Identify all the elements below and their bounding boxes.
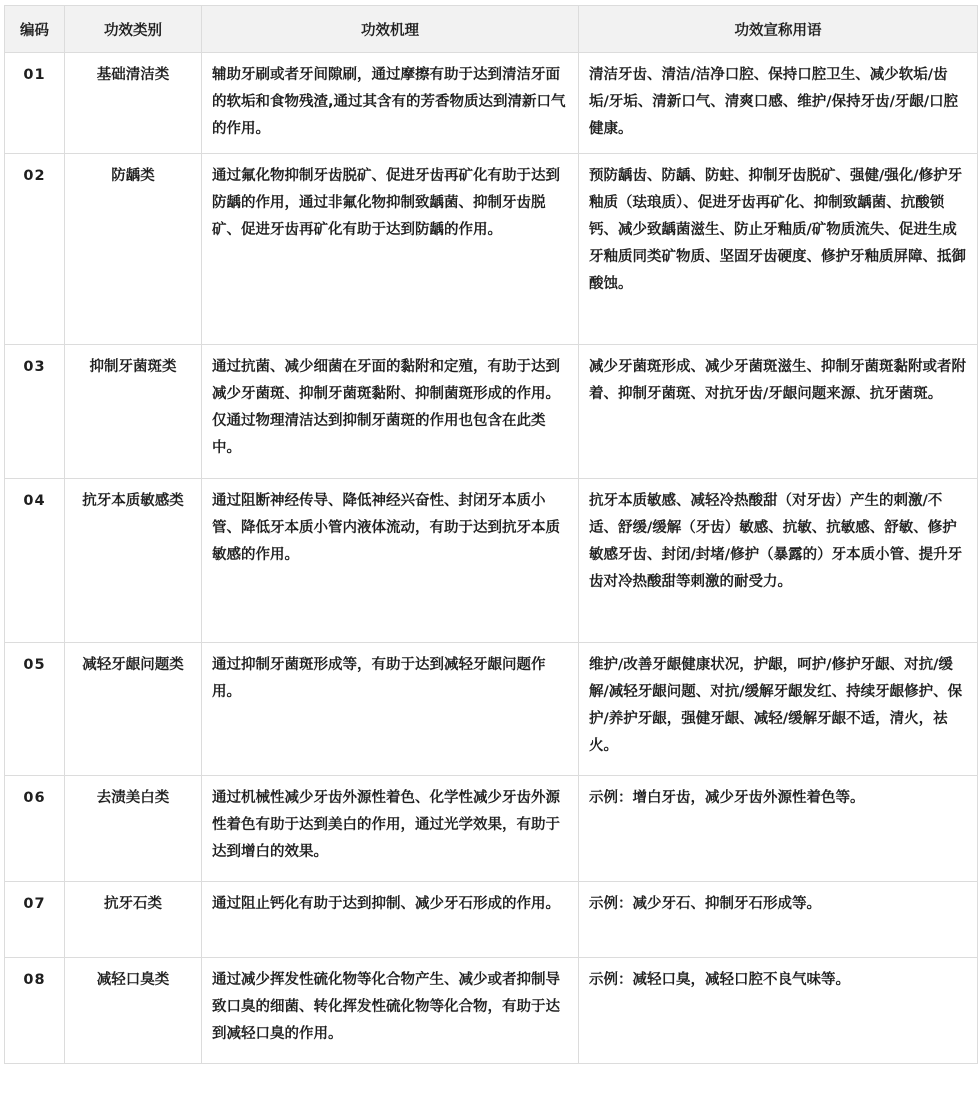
- table-row: [5, 154, 978, 345]
- header-mechanism: 功效机理: [202, 6, 579, 53]
- cell-code: 03: [5, 345, 65, 479]
- table-row: [5, 53, 978, 154]
- cell-category: 防龋类: [65, 154, 202, 345]
- table-row: [5, 882, 978, 958]
- cell-code: 08: [5, 958, 65, 1064]
- table-row: [5, 345, 978, 479]
- cell-claims: 示例：增白牙齿，减少牙齿外源性着色等。: [579, 776, 978, 882]
- cell-claims: 减少牙菌斑形成、减少牙菌斑滋生、抑制牙菌斑黏附或者附着、抑制牙菌斑、对抗牙齿/牙龈问题来源、抗牙菌斑。: [579, 345, 978, 479]
- cell-code: 06: [5, 776, 65, 882]
- efficacy-table: [4, 5, 978, 1064]
- cell-category: 抗牙本质敏感类: [65, 479, 202, 643]
- header-claims: 功效宣称用语: [579, 6, 978, 53]
- cell-category: 减轻口臭类: [65, 958, 202, 1064]
- table-row: [5, 479, 978, 643]
- table-body: [5, 53, 978, 1064]
- table-row: [5, 776, 978, 882]
- cell-category: 抗牙石类: [65, 882, 202, 958]
- table-row: [5, 643, 978, 776]
- cell-claims: 清洁牙齿、清洁/洁净口腔、保持口腔卫生、减少软垢/齿垢/牙垢、清新口气、清爽口感、维护/保持牙齿/牙龈/口腔健康。: [579, 53, 978, 154]
- header-code: 编码: [5, 6, 65, 53]
- cell-mechanism: 通过减少挥发性硫化物等化合物产生、减少或者抑制导致口臭的细菌、转化挥发性硫化物等化合物，有助于达到减轻口臭的作用。: [202, 958, 579, 1064]
- cell-category: 抑制牙菌斑类: [65, 345, 202, 479]
- cell-code: 05: [5, 643, 65, 776]
- cell-claims: 预防龋齿、防龋、防蛀、抑制牙齿脱矿、强健/强化/修护牙釉质（珐琅质）、促进牙齿再矿化、抑制致龋菌、抗酸锁钙、减少致龋菌滋生、防止牙釉质/矿物质流失、促进生成牙釉质同类矿物质、坚固牙齿硬度、修护牙釉质屏障、抵御酸蚀。: [579, 154, 978, 345]
- cell-mechanism: 通过阻止钙化有助于达到抑制、减少牙石形成的作用。: [202, 882, 579, 958]
- cell-claims: 示例：减少牙石、抑制牙石形成等。: [579, 882, 978, 958]
- cell-code: 01: [5, 53, 65, 154]
- cell-category: 减轻牙龈问题类: [65, 643, 202, 776]
- header-category: 功效类别: [65, 6, 202, 53]
- header-row: [5, 6, 978, 53]
- cell-claims: 示例：减轻口臭，减轻口腔不良气味等。: [579, 958, 978, 1064]
- cell-mechanism: 通过氟化物抑制牙齿脱矿、促进牙齿再矿化有助于达到防龋的作用，通过非氟化物抑制致龋菌、抑制牙齿脱矿、促进牙齿再矿化有助于达到防龋的作用。: [202, 154, 579, 345]
- cell-mechanism: 通过阻断神经传导、降低神经兴奋性、封闭牙本质小管、降低牙本质小管内液体流动，有助于达到抗牙本质敏感的作用。: [202, 479, 579, 643]
- cell-category: 基础清洁类: [65, 53, 202, 154]
- cell-category: 去渍美白类: [65, 776, 202, 882]
- cell-code: 02: [5, 154, 65, 345]
- cell-mechanism: 通过抑制牙菌斑形成等，有助于达到减轻牙龈问题作用。: [202, 643, 579, 776]
- cell-claims: 抗牙本质敏感、减轻冷热酸甜（对牙齿）产生的刺激/不适、舒缓/缓解（牙齿）敏感、抗敏、抗敏感、舒敏、修护敏感牙齿、封闭/封堵/修护（暴露的）牙本质小管、提升牙齿对冷热酸甜等刺激的耐受力。: [579, 479, 978, 643]
- table-row: [5, 958, 978, 1064]
- table-header: [5, 6, 978, 53]
- cell-code: 07: [5, 882, 65, 958]
- cell-mechanism: 通过机械性减少牙齿外源性着色、化学性减少牙齿外源性着色有助于达到美白的作用，通过光学效果，有助于达到增白的效果。: [202, 776, 579, 882]
- cell-code: 04: [5, 479, 65, 643]
- cell-mechanism: 通过抗菌、减少细菌在牙面的黏附和定殖，有助于达到减少牙菌斑、抑制牙菌斑黏附、抑制菌斑形成的作用。仅通过物理清洁达到抑制牙菌斑的作用也包含在此类中。: [202, 345, 579, 479]
- cell-claims: 维护/改善牙龈健康状况，护龈，呵护/修护牙龈、对抗/缓解/减轻牙龈问题、对抗/缓解牙龈发红、持续牙龈修护、保护/养护牙龈，强健牙龈、减轻/缓解牙龈不适，清火，祛火。: [579, 643, 978, 776]
- cell-mechanism: 辅助牙刷或者牙间隙刷，通过摩擦有助于达到清洁牙面的软垢和食物残渣,通过其含有的芳香物质达到清新口气的作用。: [202, 53, 579, 154]
